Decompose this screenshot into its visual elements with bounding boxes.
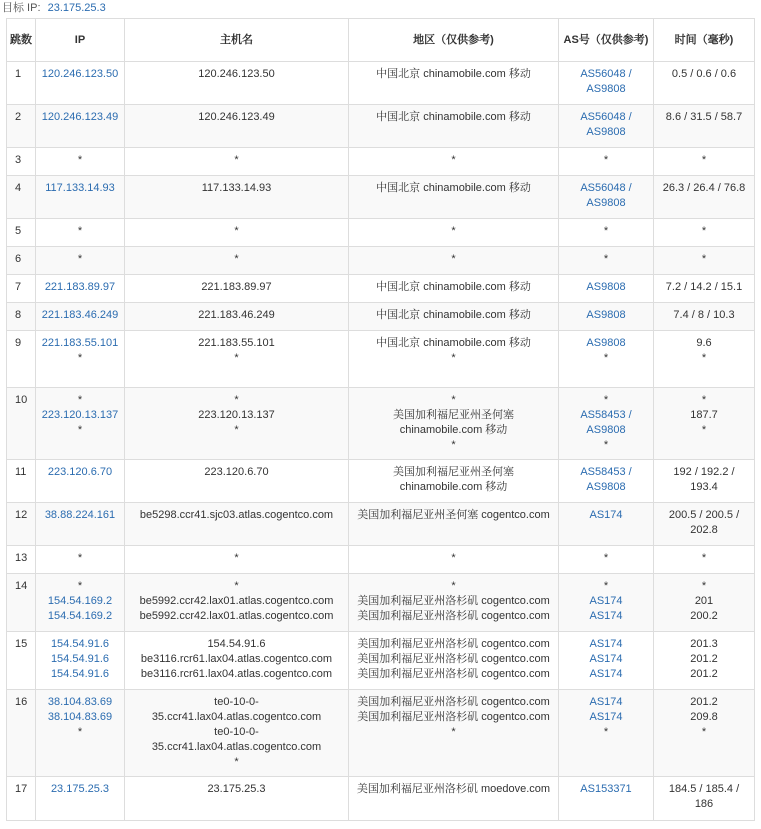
- ip-link[interactable]: 120.246.123.49: [41, 111, 119, 123]
- ip-link[interactable]: 154.54.169.2: [47, 610, 113, 622]
- ip-link[interactable]: 154.54.91.6: [50, 638, 110, 650]
- time-text: *: [701, 424, 707, 436]
- time-text: 201.2: [690, 653, 718, 665]
- as-cell: [559, 331, 654, 388]
- time-cell: [654, 690, 755, 777]
- ip-cell: [36, 219, 125, 247]
- time-text: 186: [694, 798, 714, 810]
- traceroute-table: [6, 18, 755, 821]
- as-link[interactable]: AS9808: [586, 126, 626, 138]
- region-text: *: [451, 552, 456, 564]
- time-cell: [654, 503, 755, 546]
- table-row: [7, 388, 755, 460]
- region-text: 美国加利福尼亚州洛杉矶 cogentco.com: [357, 668, 550, 680]
- table-row: [7, 503, 755, 546]
- hostname-cell: [125, 690, 349, 777]
- ip-text: *: [77, 154, 83, 166]
- as-link[interactable]: AS9808: [586, 424, 626, 436]
- target-ip-link[interactable]: 23.175.25.3: [47, 2, 106, 14]
- host-text: *: [234, 394, 239, 406]
- host-text: 23.175.25.3: [207, 783, 266, 795]
- as-link[interactable]: AS174: [589, 595, 623, 607]
- as-link[interactable]: AS56048 /: [580, 182, 632, 194]
- as-link[interactable]: AS174: [589, 696, 623, 708]
- ip-cell: [36, 105, 125, 148]
- region-text: 中国北京 chinamobile.com 移动: [376, 182, 531, 194]
- as-text: *: [603, 225, 609, 237]
- ip-cell: [36, 574, 125, 632]
- col-header-time: 时间（毫秒): [654, 19, 755, 62]
- ip-link[interactable]: 38.88.224.161: [44, 509, 116, 521]
- region-text: *: [451, 439, 456, 451]
- table-row: [7, 574, 755, 632]
- table-row: [7, 105, 755, 148]
- ip-cell: [36, 247, 125, 275]
- as-text: *: [603, 253, 609, 265]
- time-cell: [654, 148, 755, 176]
- host-text: *: [234, 154, 239, 166]
- table-row: [7, 777, 755, 821]
- ip-cell: [36, 275, 125, 303]
- as-text: *: [603, 580, 609, 592]
- as-cell: [559, 777, 654, 821]
- region-text: chinamobile.com 移动: [399, 424, 508, 436]
- time-text: 200.2: [690, 610, 718, 622]
- hop-number: 3: [7, 148, 36, 176]
- ip-link[interactable]: 38.104.83.69: [47, 696, 113, 708]
- as-link[interactable]: AS56048 /: [580, 111, 632, 123]
- hostname-cell: [125, 331, 349, 388]
- region-cell: [349, 148, 559, 176]
- as-cell: [559, 105, 654, 148]
- hop-number: 2: [7, 105, 36, 148]
- time-cell: [654, 574, 755, 632]
- ip-cell: [36, 503, 125, 546]
- as-cell: [559, 176, 654, 219]
- hop-number: 12: [7, 503, 36, 546]
- hop-number: 10: [7, 388, 36, 460]
- host-text: 221.183.89.97: [201, 281, 272, 293]
- time-cell: [654, 632, 755, 690]
- region-text: *: [451, 580, 456, 592]
- time-text: 187.7: [690, 409, 718, 421]
- ip-text: *: [77, 580, 83, 592]
- region-cell: [349, 460, 559, 503]
- target-ip-line: [0, 0, 761, 18]
- ip-link[interactable]: 154.54.91.6: [50, 668, 110, 680]
- time-cell: [654, 546, 755, 574]
- hostname-cell: [125, 777, 349, 821]
- ip-link[interactable]: 23.175.25.3: [50, 783, 110, 795]
- as-cell: [559, 219, 654, 247]
- hop-number: 15: [7, 632, 36, 690]
- host-text: *: [234, 225, 239, 237]
- time-cell: [654, 219, 755, 247]
- target-ip-label: 目标 IP:: [2, 2, 41, 14]
- as-link[interactable]: AS9808: [586, 197, 626, 209]
- host-text: *: [234, 552, 239, 564]
- time-text: 193.4: [690, 481, 718, 493]
- region-text: 美国加利福尼亚州洛杉矶 cogentco.com: [357, 653, 550, 665]
- time-text: 8.6 / 31.5 / 58.7: [665, 111, 743, 123]
- ip-text: *: [77, 552, 83, 564]
- as-cell: [559, 460, 654, 503]
- host-text: 221.183.55.101: [198, 337, 275, 349]
- ip-text: *: [77, 424, 83, 436]
- host-text: 221.183.46.249: [198, 309, 275, 321]
- time-text: *: [701, 726, 707, 738]
- hostname-cell: [125, 62, 349, 105]
- as-text: *: [603, 552, 609, 564]
- table-header-row: [7, 19, 755, 62]
- hostname-cell: [125, 632, 349, 690]
- region-cell: [349, 632, 559, 690]
- region-text: 美国加利福尼亚州洛杉矶 cogentco.com: [357, 610, 550, 622]
- ip-cell: [36, 388, 125, 460]
- time-text: 209.8: [690, 711, 718, 723]
- as-link[interactable]: AS174: [589, 653, 623, 665]
- hostname-cell: [125, 503, 349, 546]
- host-text: 120.246.123.50: [198, 68, 275, 80]
- ip-text: *: [77, 225, 83, 237]
- time-cell: [654, 331, 755, 388]
- host-text: te0-10-0-: [214, 726, 259, 738]
- time-text: 26.3 / 26.4 / 76.8: [662, 182, 746, 194]
- time-text: 202.8: [690, 524, 718, 536]
- as-link[interactable]: AS174: [589, 638, 623, 650]
- host-text: 154.54.91.6: [207, 638, 266, 650]
- time-text: 201.2: [690, 696, 718, 708]
- hostname-cell: [125, 148, 349, 176]
- as-cell: [559, 247, 654, 275]
- hostname-cell: [125, 303, 349, 331]
- as-link[interactable]: AS9808: [586, 281, 626, 293]
- hostname-cell: [125, 275, 349, 303]
- col-header-hostname: 主机名: [125, 19, 349, 62]
- as-link[interactable]: AS9808: [586, 83, 626, 95]
- hop-number: 1: [7, 62, 36, 105]
- as-link[interactable]: AS174: [589, 711, 623, 723]
- ip-text: *: [77, 352, 83, 364]
- region-text: 中国北京 chinamobile.com 移动: [376, 111, 531, 123]
- region-text: 中国北京 chinamobile.com 移动: [376, 68, 531, 80]
- region-cell: [349, 574, 559, 632]
- hop-number: 16: [7, 690, 36, 777]
- region-text: 美国加利福尼亚州圣何塞: [393, 409, 514, 421]
- hop-number: 11: [7, 460, 36, 503]
- time-text: 192 / 192.2 /: [673, 466, 735, 478]
- region-text: 美国加利福尼亚州洛杉矶 cogentco.com: [357, 711, 550, 723]
- region-text: 美国加利福尼亚州圣何塞 cogentco.com: [357, 509, 550, 521]
- region-text: 中国北京 chinamobile.com 移动: [376, 281, 531, 293]
- host-text: be5992.ccr42.lax01.atlas.cogentco.com: [139, 610, 334, 622]
- ip-link[interactable]: 221.183.55.101: [41, 337, 119, 349]
- time-text: 201.3: [690, 638, 718, 650]
- time-text: 184.5 / 185.4 /: [668, 783, 740, 795]
- as-cell: [559, 546, 654, 574]
- time-text: *: [701, 352, 707, 364]
- region-cell: [349, 275, 559, 303]
- host-text: be3116.rcr61.lax04.atlas.cogentco.com: [140, 668, 333, 680]
- region-cell: [349, 777, 559, 821]
- hostname-cell: [125, 388, 349, 460]
- table-row: [7, 62, 755, 105]
- as-cell: [559, 303, 654, 331]
- ip-cell: [36, 632, 125, 690]
- as-cell: [559, 503, 654, 546]
- as-cell: [559, 275, 654, 303]
- region-cell: [349, 105, 559, 148]
- time-cell: [654, 460, 755, 503]
- hostname-cell: [125, 546, 349, 574]
- region-cell: [349, 303, 559, 331]
- as-text: *: [603, 439, 609, 451]
- region-text: *: [451, 154, 456, 166]
- as-cell: [559, 388, 654, 460]
- hostname-cell: [125, 574, 349, 632]
- hop-number: 13: [7, 546, 36, 574]
- as-link[interactable]: AS58453 /: [580, 466, 632, 478]
- region-cell: [349, 247, 559, 275]
- region-cell: [349, 503, 559, 546]
- as-text: *: [603, 154, 609, 166]
- ip-link[interactable]: 154.54.91.6: [50, 653, 110, 665]
- time-text: 201: [694, 595, 714, 607]
- host-text: te0-10-0-: [214, 696, 259, 708]
- table-row: [7, 176, 755, 219]
- host-text: 35.ccr41.lax04.atlas.cogentco.com: [151, 741, 322, 753]
- table-row: [7, 331, 755, 388]
- host-text: 223.120.13.137: [198, 409, 275, 421]
- region-cell: [349, 331, 559, 388]
- region-text: chinamobile.com 移动: [399, 481, 508, 493]
- region-cell: [349, 546, 559, 574]
- host-text: 35.ccr41.lax04.atlas.cogentco.com: [151, 711, 322, 723]
- hop-number: 4: [7, 176, 36, 219]
- as-link[interactable]: AS56048 /: [580, 68, 632, 80]
- region-text: 美国加利福尼亚州洛杉矶 moedove.com: [356, 783, 551, 795]
- ip-cell: [36, 460, 125, 503]
- host-text: 223.120.6.70: [204, 466, 269, 478]
- region-text: *: [451, 394, 456, 406]
- as-text: *: [603, 726, 609, 738]
- host-text: be5992.ccr42.lax01.atlas.cogentco.com: [139, 595, 334, 607]
- time-text: 0.5 / 0.6 / 0.6: [671, 68, 737, 80]
- time-text: 7.2 / 14.2 / 15.1: [665, 281, 743, 293]
- region-text: 美国加利福尼亚州洛杉矶 cogentco.com: [357, 595, 550, 607]
- table-row: [7, 247, 755, 275]
- as-link[interactable]: AS153371: [580, 783, 632, 795]
- hostname-cell: [125, 219, 349, 247]
- host-text: be5298.ccr41.sjc03.atlas.cogentco.com: [139, 509, 334, 521]
- region-cell: [349, 176, 559, 219]
- time-text: 201.2: [690, 668, 718, 680]
- time-text: 7.4 / 8 / 10.3: [673, 309, 735, 321]
- as-cell: [559, 62, 654, 105]
- table-row: [7, 690, 755, 777]
- as-link[interactable]: AS9808: [586, 481, 626, 493]
- hostname-cell: [125, 176, 349, 219]
- host-text: *: [234, 253, 239, 265]
- ip-cell: [36, 331, 125, 388]
- host-text: be3116.rcr61.lax04.atlas.cogentco.com: [140, 653, 333, 665]
- ip-link[interactable]: 223.120.13.137: [41, 409, 119, 421]
- region-text: 美国加利福尼亚州圣何塞: [393, 466, 514, 478]
- table-row: [7, 219, 755, 247]
- ip-link[interactable]: 120.246.123.50: [41, 68, 119, 80]
- time-text: *: [701, 253, 707, 265]
- time-cell: [654, 176, 755, 219]
- as-text: *: [603, 352, 609, 364]
- region-cell: [349, 690, 559, 777]
- region-cell: [349, 219, 559, 247]
- hostname-cell: [125, 460, 349, 503]
- hop-number: 14: [7, 574, 36, 632]
- ip-link[interactable]: 154.54.169.2: [47, 595, 113, 607]
- time-cell: [654, 247, 755, 275]
- col-header-hop: 跳数: [7, 19, 36, 62]
- as-link[interactable]: AS58453 /: [580, 409, 632, 421]
- as-cell: [559, 574, 654, 632]
- time-text: *: [701, 154, 707, 166]
- ip-link[interactable]: 117.133.14.93: [45, 182, 115, 194]
- time-text: *: [701, 394, 707, 406]
- hop-number: 9: [7, 331, 36, 388]
- region-text: *: [451, 352, 456, 364]
- as-link[interactable]: AS174: [589, 509, 623, 521]
- as-text: *: [603, 394, 609, 406]
- col-header-region: 地区（仅供参考): [349, 19, 559, 62]
- ip-cell: [36, 546, 125, 574]
- ip-cell: [36, 148, 125, 176]
- hop-number: 17: [7, 777, 36, 821]
- region-text: *: [451, 225, 456, 237]
- table-row: [7, 303, 755, 331]
- ip-cell: [36, 690, 125, 777]
- region-text: *: [451, 253, 456, 265]
- time-text: 9.6: [696, 337, 712, 349]
- as-cell: [559, 690, 654, 777]
- time-cell: [654, 388, 755, 460]
- host-text: 120.246.123.49: [198, 111, 275, 123]
- as-link[interactable]: AS9808: [586, 309, 626, 321]
- region-text: *: [451, 726, 456, 738]
- as-cell: [559, 632, 654, 690]
- hostname-cell: [125, 247, 349, 275]
- ip-cell: [36, 176, 125, 219]
- ip-link[interactable]: 223.120.6.70: [47, 466, 113, 478]
- region-text: 美国加利福尼亚州洛杉矶 cogentco.com: [357, 638, 550, 650]
- time-cell: [654, 275, 755, 303]
- ip-cell: [36, 777, 125, 821]
- time-cell: [654, 105, 755, 148]
- time-text: *: [701, 580, 707, 592]
- host-text: *: [234, 424, 239, 436]
- region-text: 中国北京 chinamobile.com 移动: [376, 337, 531, 349]
- ip-text: *: [77, 394, 83, 406]
- hop-number: 5: [7, 219, 36, 247]
- time-text: 200.5 / 200.5 /: [668, 509, 740, 521]
- region-cell: [349, 388, 559, 460]
- region-text: 美国加利福尼亚州洛杉矶 cogentco.com: [357, 696, 550, 708]
- col-header-as: AS号（仅供参考): [559, 19, 654, 62]
- host-text: *: [234, 756, 239, 768]
- hop-number: 7: [7, 275, 36, 303]
- table-body: [7, 62, 755, 821]
- col-header-ip: IP: [36, 19, 125, 62]
- table-row: [7, 460, 755, 503]
- time-cell: [654, 62, 755, 105]
- hop-number: 6: [7, 247, 36, 275]
- as-link[interactable]: AS174: [589, 668, 623, 680]
- host-text: 117.133.14.93: [201, 182, 272, 194]
- time-text: *: [701, 225, 707, 237]
- hostname-cell: [125, 105, 349, 148]
- table-row: [7, 632, 755, 690]
- as-link[interactable]: AS174: [589, 610, 623, 622]
- time-cell: [654, 777, 755, 821]
- region-cell: [349, 62, 559, 105]
- hop-number: 8: [7, 303, 36, 331]
- host-text: *: [234, 580, 239, 592]
- as-cell: [559, 148, 654, 176]
- time-cell: [654, 303, 755, 331]
- ip-link[interactable]: 221.183.46.249: [41, 309, 119, 321]
- table-row: [7, 275, 755, 303]
- table-row: [7, 148, 755, 176]
- ip-text: *: [77, 726, 83, 738]
- ip-link[interactable]: 38.104.83.69: [47, 711, 113, 723]
- ip-text: *: [77, 253, 83, 265]
- as-link[interactable]: AS9808: [586, 337, 626, 349]
- host-text: *: [234, 352, 239, 364]
- region-text: 中国北京 chinamobile.com 移动: [376, 309, 531, 321]
- ip-cell: [36, 303, 125, 331]
- time-text: *: [701, 552, 707, 564]
- ip-link[interactable]: 221.183.89.97: [44, 281, 116, 293]
- table-row: [7, 546, 755, 574]
- ip-cell: [36, 62, 125, 105]
